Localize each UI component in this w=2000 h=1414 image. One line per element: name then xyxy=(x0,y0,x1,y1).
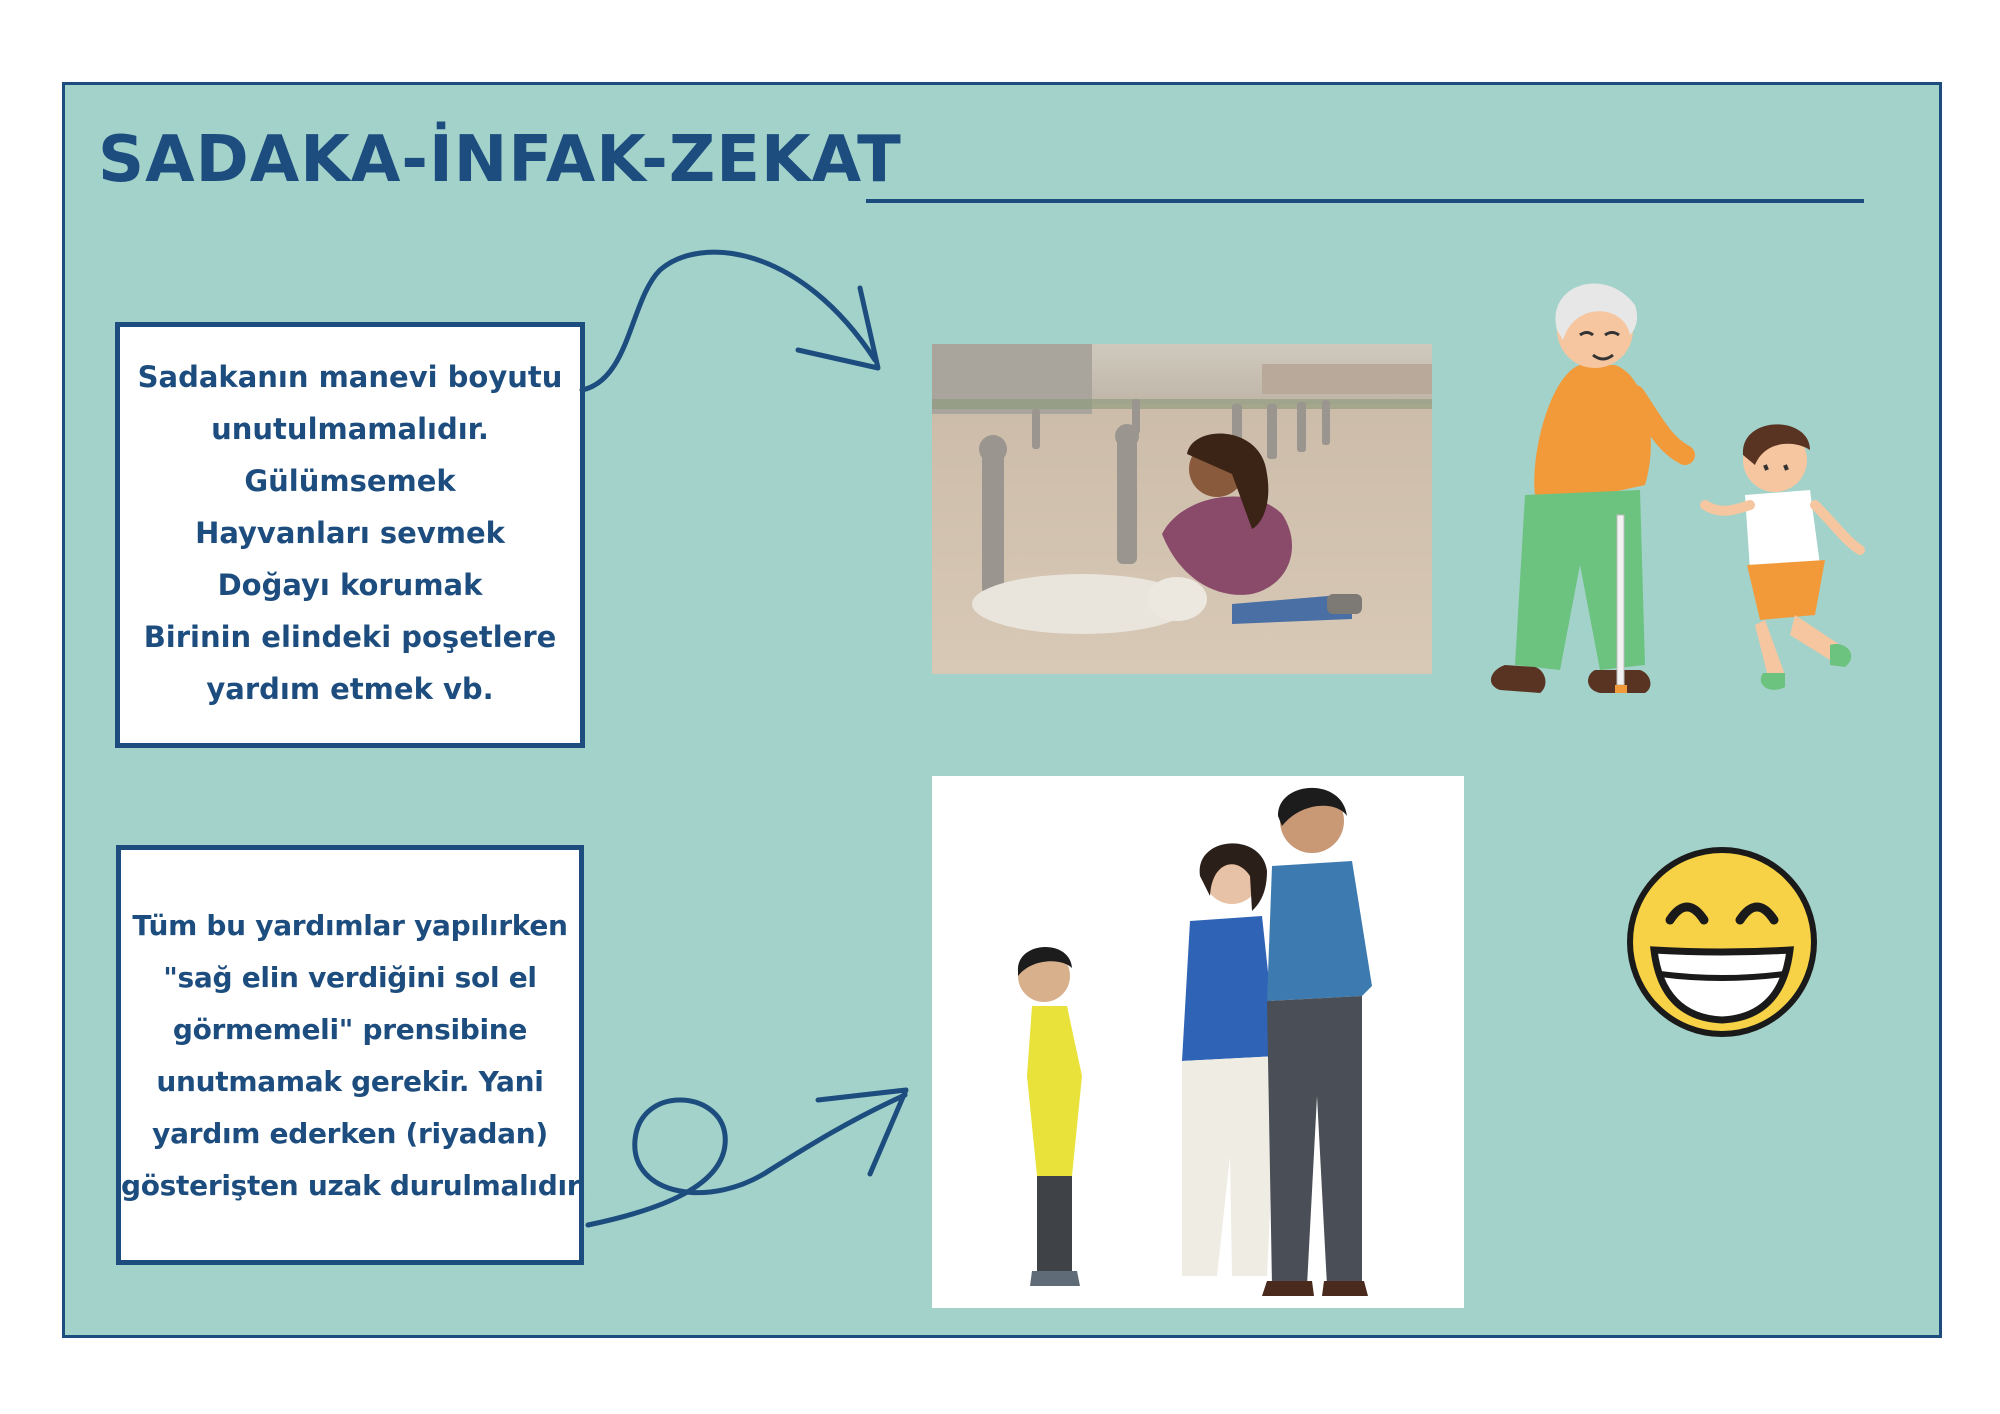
note-line: Birinin elindeki poşetlere xyxy=(143,620,557,654)
note-line: Hayvanları sevmek xyxy=(195,516,505,550)
note-line: Doğayı korumak xyxy=(217,568,483,602)
page-title: SADAKA-İNFAK-ZEKAT xyxy=(98,123,902,197)
note-line: Gülümsemek xyxy=(244,464,456,498)
note-line: gösterişten uzak durulmalıdır. xyxy=(121,1169,587,1202)
curved-arrow-icon xyxy=(570,240,900,400)
title-underline xyxy=(866,199,1864,203)
grandparent-and-child-illustration xyxy=(1485,275,1875,715)
family-giving-photo xyxy=(932,776,1464,1308)
note-line: "sağ elin verdiğini sol el xyxy=(163,961,537,994)
note-line: Sadakanın manevi boyutu xyxy=(137,360,563,394)
note-line: unutulmamalıdır. xyxy=(211,412,489,446)
girl-petting-dog-photo xyxy=(932,344,1432,674)
grinning-face-icon xyxy=(1622,842,1822,1042)
note-card-principle xyxy=(116,845,587,1265)
note-line: görmemeli" prensibine xyxy=(172,1013,528,1046)
loop-arrow-icon xyxy=(580,1070,920,1240)
note-card-spiritual xyxy=(115,322,585,748)
note-line: Tüm bu yardımlar yapılırken xyxy=(132,909,568,942)
note-line: unutmamak gerekir. Yani xyxy=(156,1065,544,1098)
note-line: yardım etmek vb. xyxy=(206,672,494,706)
note-line: yardım ederken (riyadan) xyxy=(152,1117,548,1150)
